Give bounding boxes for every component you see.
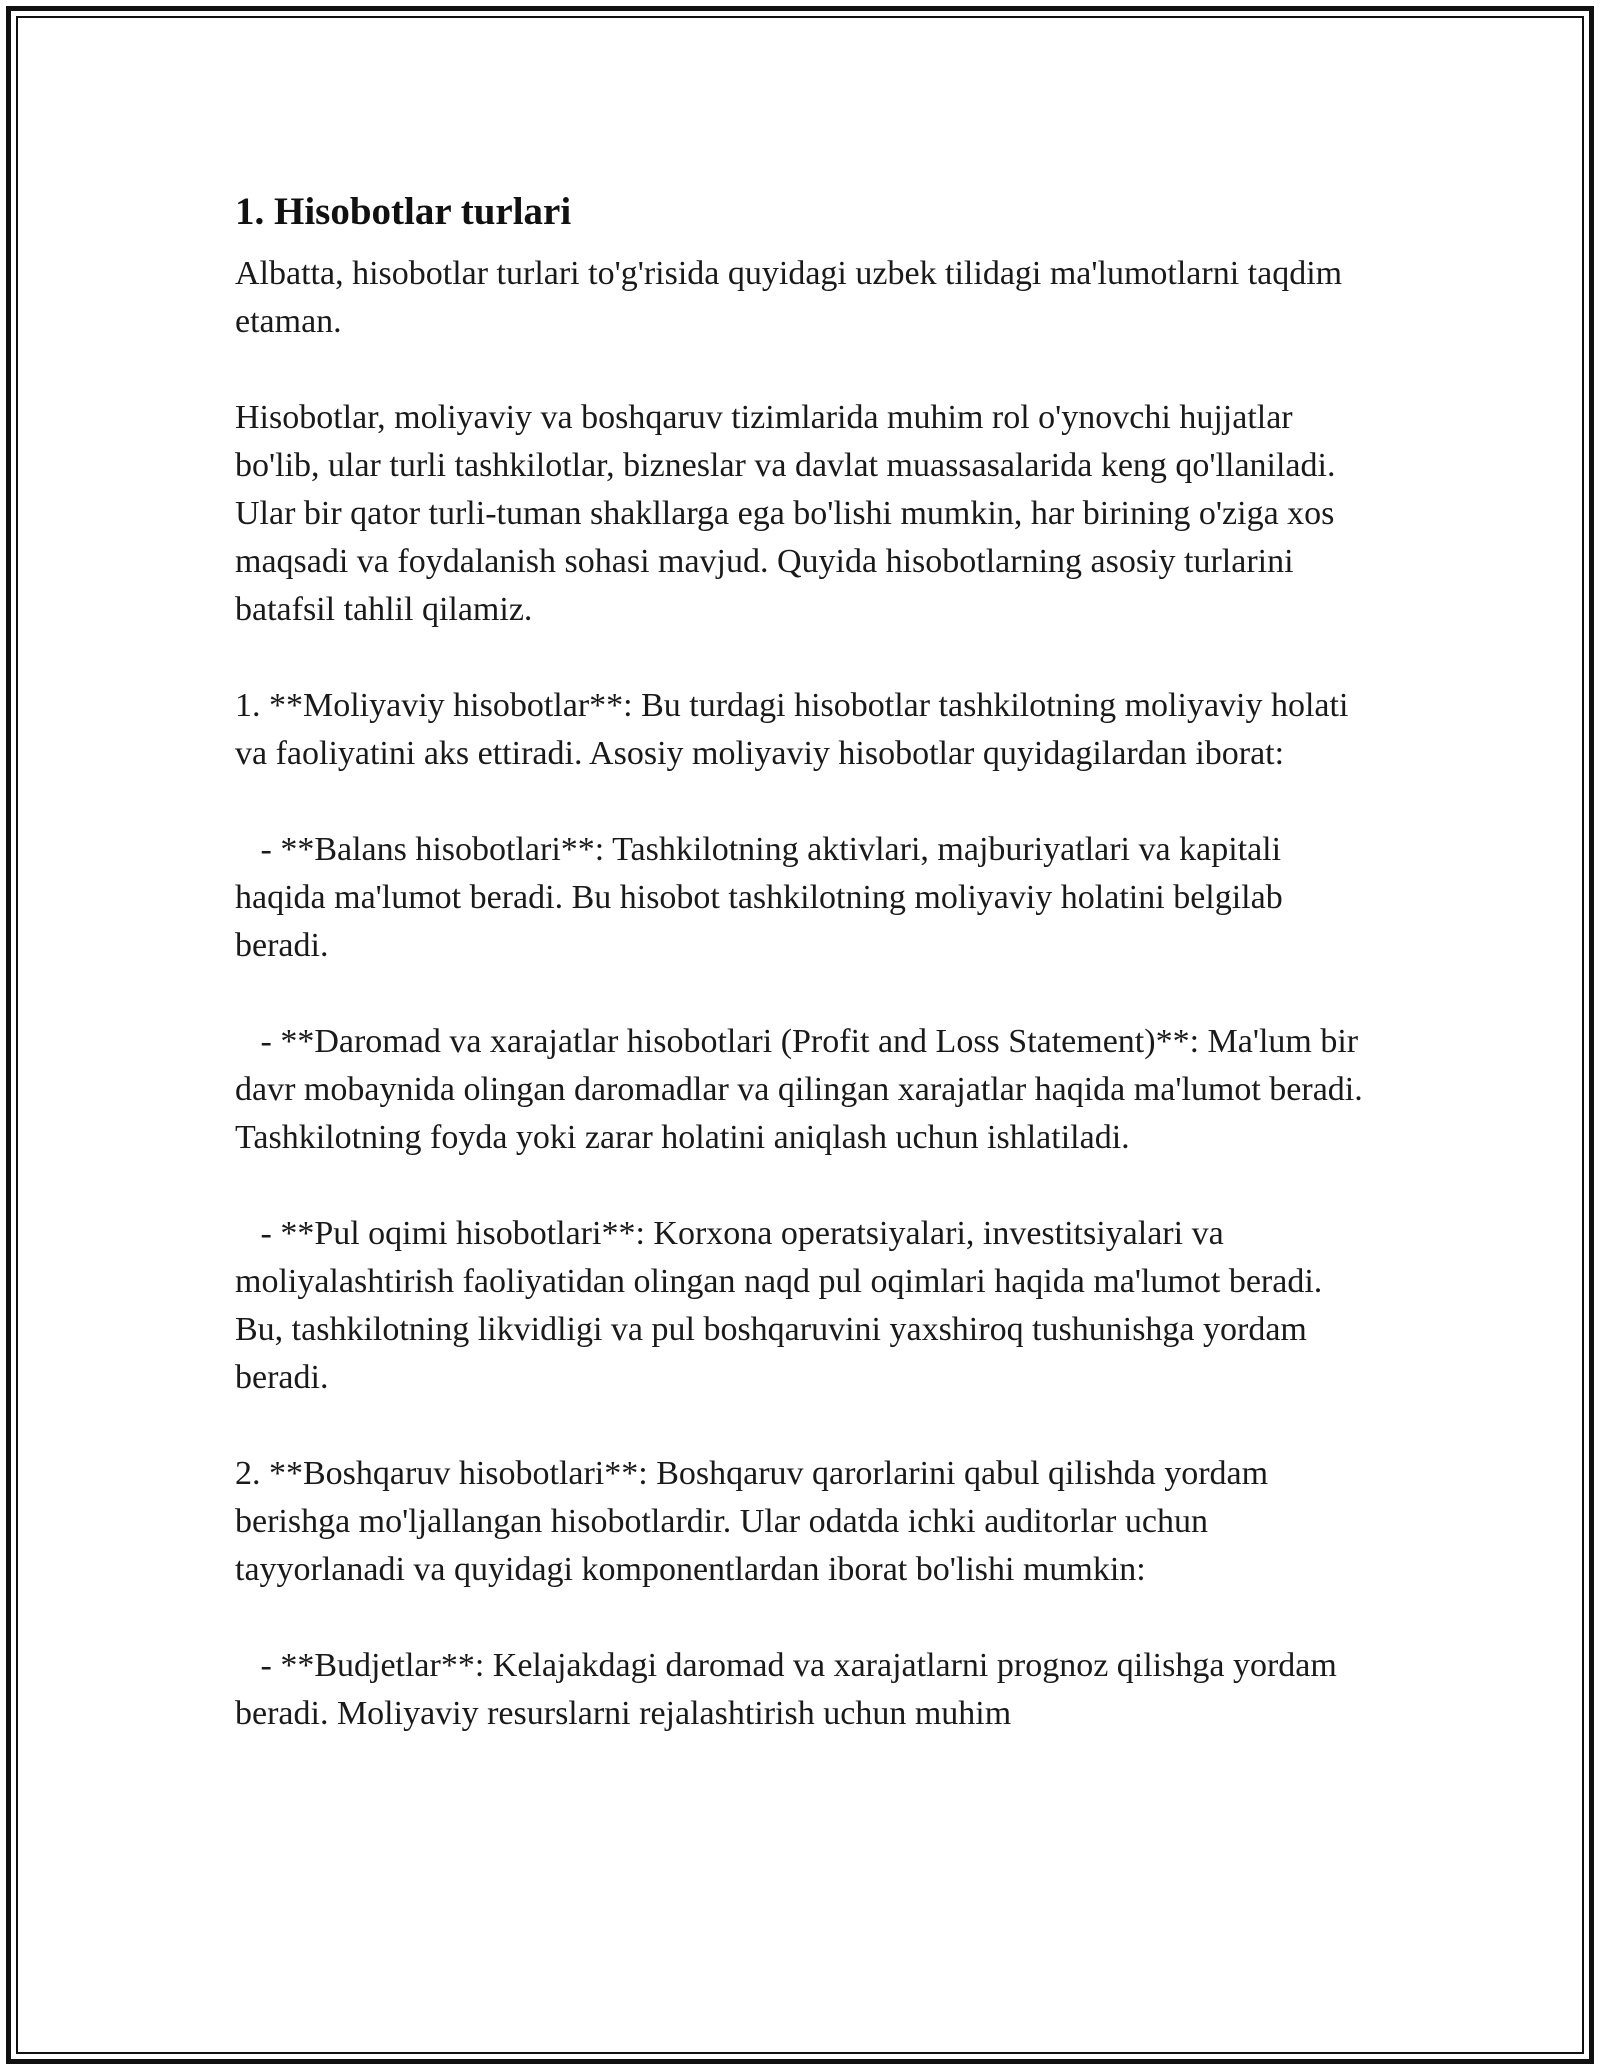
financial-reports-paragraph: 1. **Moliyaviy hisobotlar**: Bu turdagi hisobotlar tashkilotning moliyaviy holati va faoliyatini aks ettiradi. Asosiy moliyaviy hisobotlar quyidagilardan iborat: <box>235 687 1357 772</box>
profit-loss-item: - **Daromad va xarajatlar hisobotlari (Profit and Loss Statement)**: Ma'lum bir davr mobaynida olingan daromadlar va qilingan xarajatlar haqida ma'lumot beradi. Tashkilotning foyda yoki zarar holatini aniqlash uchun ishlatiladi. <box>235 1023 1371 1156</box>
overview-paragraph: Hisobotlar, moliyaviy va boshqaruv tizimlarida muhim rol o'ynovchi hujjatlar bo'lib, ular turli tashkilotlar, bizneslar va davlat muassasalarida keng qo'llaniladi. Ular bir qator turli-tuman shakllarga ega bo'lishi mumkin, har birining o'ziga xos maqsadi va foydalanish sohasi mavjud. Quyida hisobotlarning asosiy turlarini batafsil tahlil qilamiz. <box>235 399 1344 628</box>
budgets-item: - **Budjetlar**: Kelajakdagi daromad va xarajatlarni prognoz qilishga yordam beradi. Moliyaviy resurslarni rejalashtirish uchun muhim <box>235 1647 1346 1732</box>
cash-flow-item: - **Pul oqimi hisobotlari**: Korxona operatsiyalari, investitsiyalari va moliyalashtirish faoliyatidan olingan naqd pul oqimlari haqida ma'lumot beradi. Bu, tashkilotning likvidligi va pul boshqaruvini yaxshiroq tushunishga yordam beradi. <box>235 1215 1331 1396</box>
section-heading: 1. Hisobotlar turlari <box>235 190 572 233</box>
document-body <box>235 182 1375 1738</box>
balance-reports-item: - **Balans hisobotlari**: Tashkilotning aktivlari, majburiyatlari va kapitali haqida ma'lumot beradi. Bu hisobot tashkilotning moliyaviy holatini belgilab beradi. <box>235 831 1292 964</box>
management-reports-paragraph: 2. **Boshqaruv hisobotlari**: Boshqaruv qarorlarini qabul qilishda yordam berishga mo'ljallangan hisobotlardir. Ular odatda ichki auditorlar uchun tayyorlanadi va quyidagi komponentlardan iborat bo'lishi mumkin: <box>235 1455 1277 1588</box>
intro-paragraph: Albatta, hisobotlar turlari to'g'risida quyidagi uzbek tilidagi ma'lumotlarni taqdim etaman. <box>235 255 1351 340</box>
